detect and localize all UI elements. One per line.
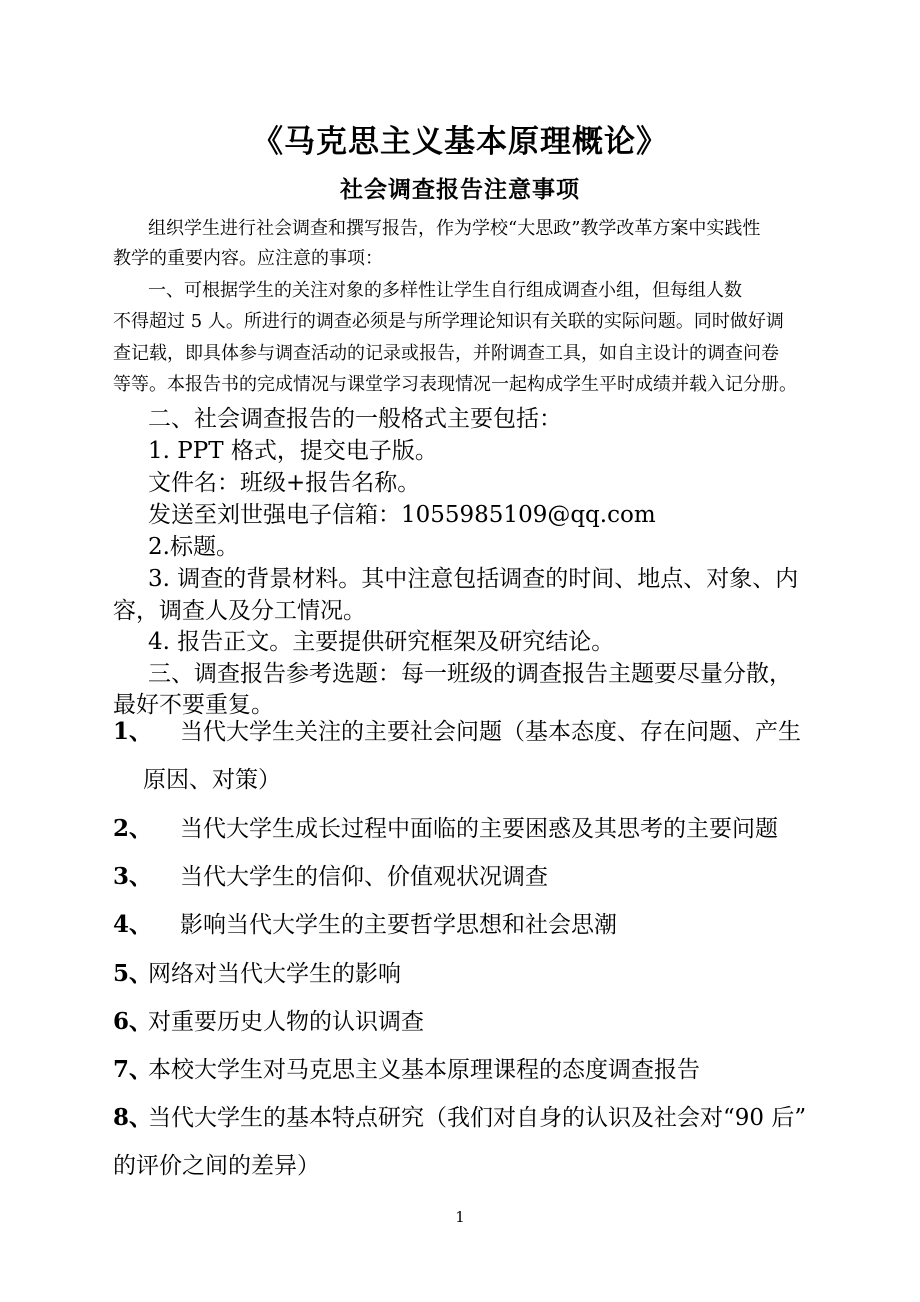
topic-number: 7、 [113,1056,153,1083]
topic-number: 3、 [113,863,153,890]
item1-line: 不得超过 5 人。所进行的调查必须是与所学理论知识有关联的实际问题。同时做好调 [113,311,784,332]
item3-line: 最好不要重复。 [113,692,274,718]
item2-heading: 二、社会调查报告的一般格式主要包括： [148,406,562,432]
topic-number: 8、 [113,1104,153,1131]
topic-text: 影响当代大学生的主要哲学思想和社会思潮 [180,912,617,938]
topic-text: 当代大学生的信仰、价值观状况调查 [180,864,548,890]
format-line: 发送至刘世强电子信箱：1055985109@qq.com [148,502,656,528]
item1-line: 一、可根据学生的关注对象的多样性让学生自行组成调查小组，但每组人数 [148,280,742,301]
topic-text: 当代大学生的基本特点研究（我们对自身的认识及社会对“90 后” [148,1105,807,1131]
topic-text: 对重要历史人物的认识调查 [148,1009,424,1035]
topic-number: 5、 [113,960,153,987]
document-title: 《马克思主义基本原理概论》 [252,124,668,160]
format-line: 3. 调查的背景材料。其中注意包括调查的时间、地点、对象、内 [148,566,799,592]
item1-line: 等等。本报告书的完成情况与课堂学习表现情况一起构成学生平时成绩并载入记分册。 [113,374,797,395]
format-line: 1. PPT 格式，提交电子版。 [148,438,438,464]
document-subtitle: 社会调查报告注意事项 [340,176,580,203]
topic-number: 4、 [113,911,153,938]
format-line: 2.标题。 [148,534,239,560]
topic-number: 2、 [113,815,153,842]
page-number: 1 [455,1208,465,1226]
topic-text: 本校大学生对马克思主义基本原理课程的态度调查报告 [148,1057,700,1083]
topic-text: 当代大学生关注的主要社会问题（基本态度、存在问题、产生 [180,719,801,745]
item1-line: 查记载，即具体参与调查活动的记录或报告，并附调查工具，如自主设计的调查问卷 [113,343,779,364]
format-line: 4. 报告正文。主要提供研究框架及研究结论。 [148,629,615,655]
topic-text: 网络对当代大学生的影响 [148,961,401,987]
topic-text-continuation: 的评价之间的差异） [113,1153,320,1179]
intro-line: 组织学生进行社会调查和撰写报告，作为学校“大思政”教学改革方案中实践性 [148,218,761,239]
topic-number: 1、 [113,718,153,745]
topic-text: 当代大学生成长过程中面临的主要困惑及其思考的主要问题 [180,816,778,842]
item3-line: 三、调查报告参考选题：每一班级的调查报告主题要尽量分散， [148,661,792,687]
topic-text-continuation: 原因、对策） [143,767,281,793]
format-line: 文件名：班级+报告名称。 [148,470,421,496]
format-line: 容，调查人及分工情况。 [113,598,366,624]
topic-number: 6、 [113,1008,153,1035]
intro-line: 教学的重要内容。应注意的事项： [113,248,383,269]
